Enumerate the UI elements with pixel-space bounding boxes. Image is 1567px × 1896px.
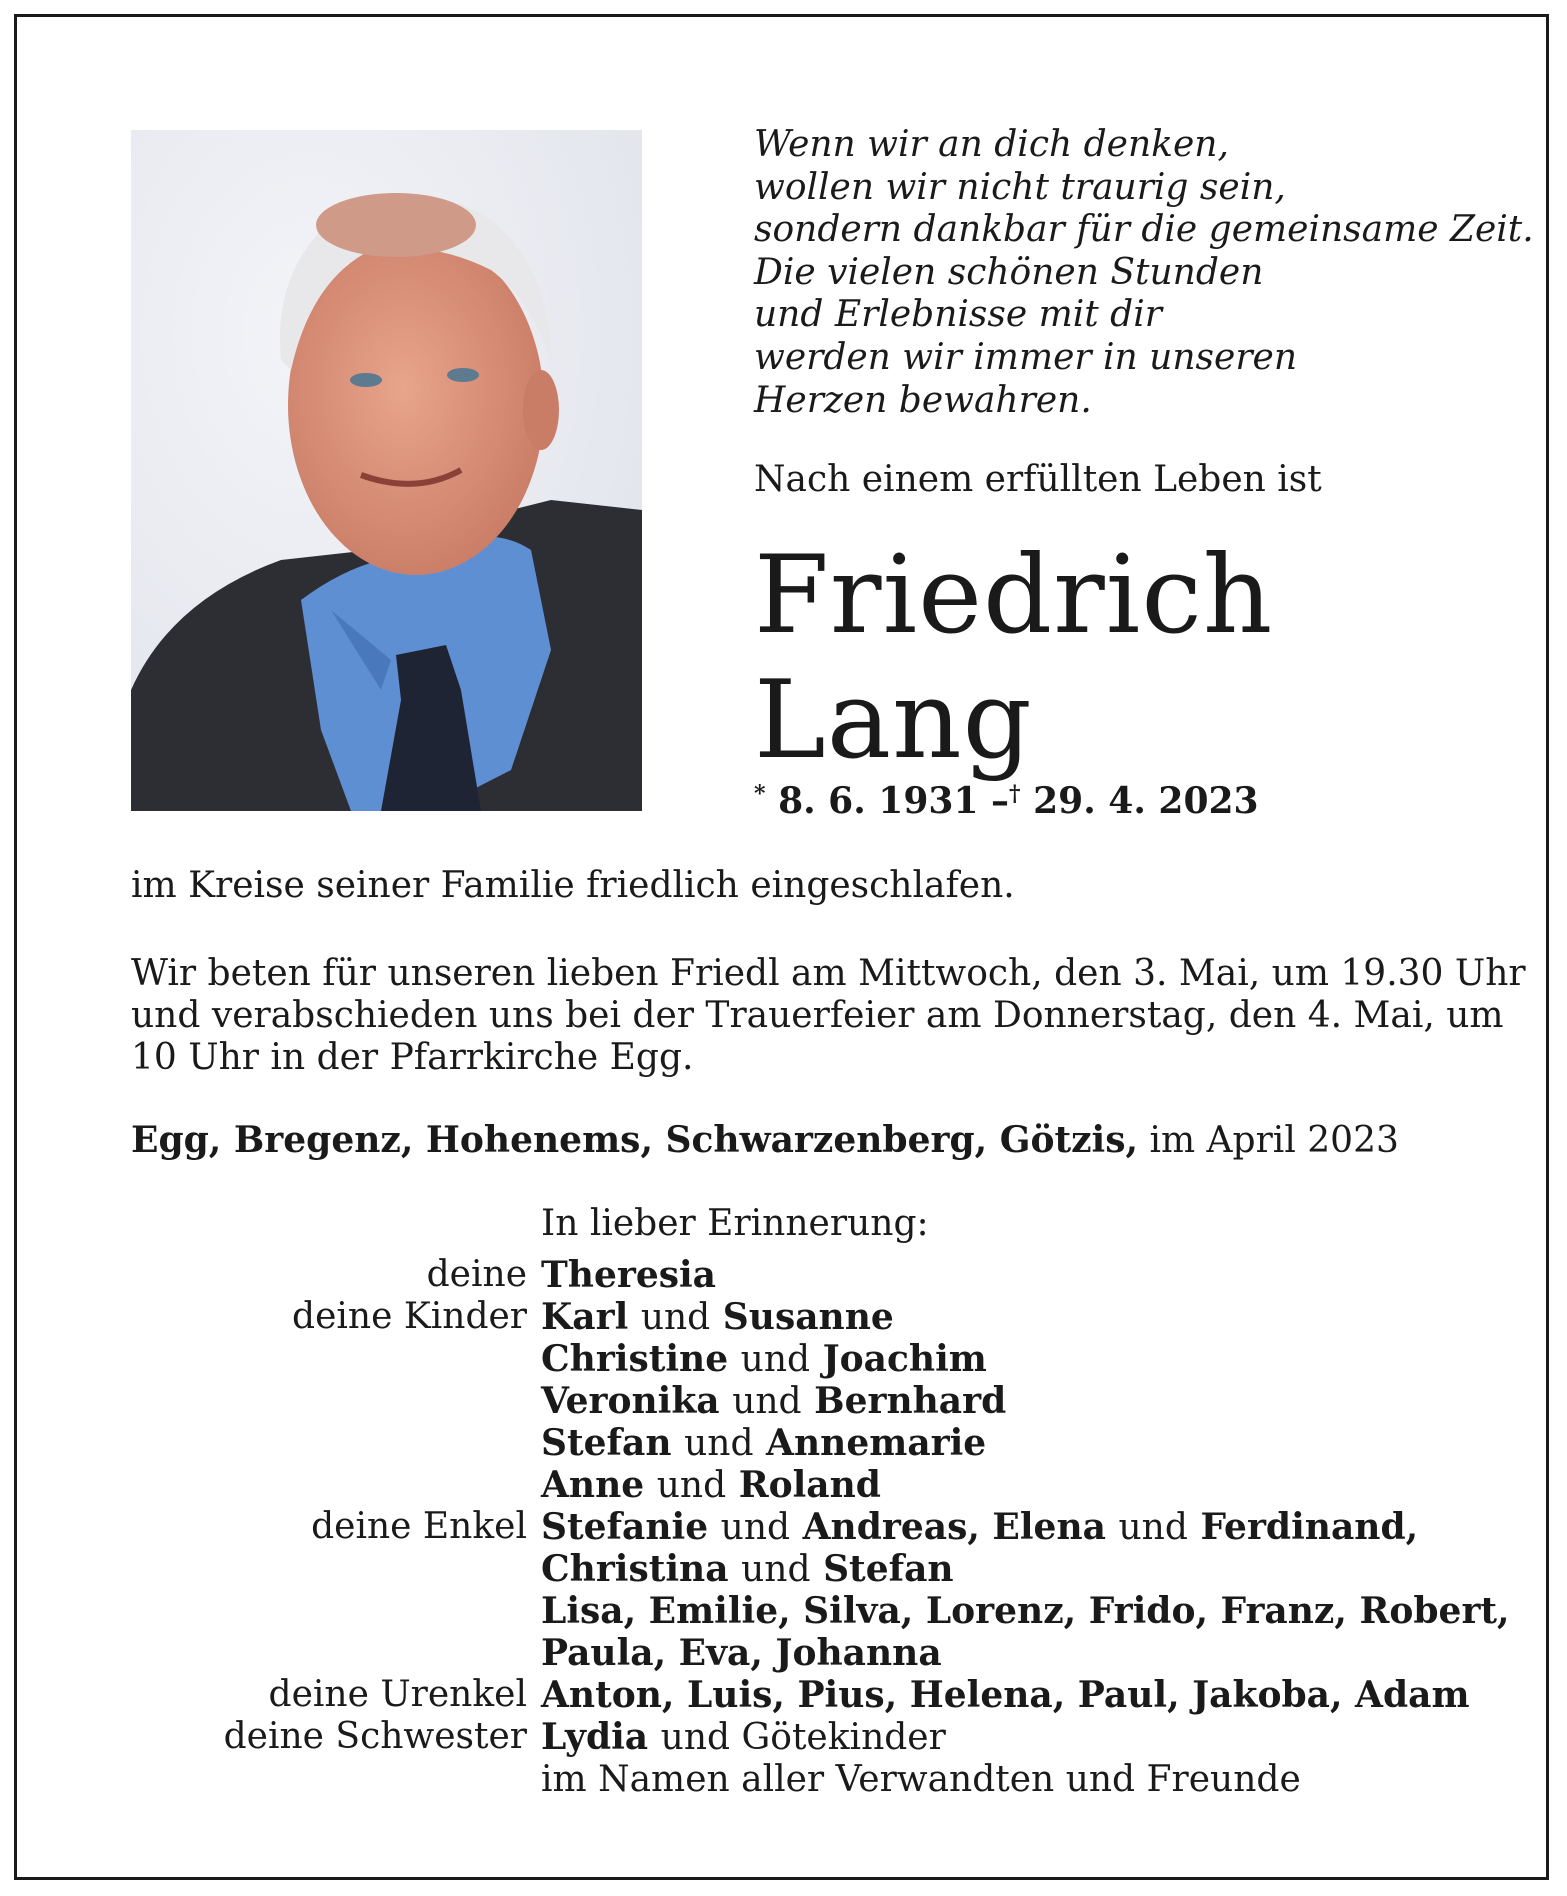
family-name: Ferdinand, — [1200, 1506, 1419, 1548]
family-connector: und — [741, 1549, 811, 1590]
passing-text: im Kreise seiner Familie friedlich eingeschlafen. — [131, 865, 1015, 906]
family-row — [0, 1254, 1567, 1296]
family-connector: und — [684, 1423, 754, 1464]
family-names — [541, 1506, 1418, 1548]
family-name: Lydia — [541, 1716, 649, 1758]
places: Egg, Bregenz, Hohenems, Schwarzenberg, Götzis, — [131, 1119, 1138, 1161]
family-relation: deine Kinder — [292, 1296, 527, 1337]
poem-line: Wenn wir an dich denken, — [754, 124, 1229, 165]
family-name: Christine — [541, 1338, 729, 1380]
family-relation — [0, 1422, 527, 1464]
place-date-line — [131, 1119, 1399, 1162]
family-connector: und — [1118, 1507, 1188, 1548]
family-row — [0, 1548, 1567, 1590]
poem-line: Herzen bewahren. — [754, 379, 1092, 421]
family-name: Andreas, Elena — [802, 1506, 1106, 1548]
family-connector: im Namen aller Verwandten und Freunde — [541, 1759, 1301, 1800]
last-name: Lang — [754, 658, 1033, 783]
family-names — [541, 1716, 946, 1758]
family-connector: und Götekinder — [660, 1717, 946, 1758]
family-name: Veronika — [541, 1380, 720, 1422]
family-relation — [0, 1380, 527, 1422]
family-names — [541, 1464, 881, 1506]
closing-intro: In lieber Erinnerung: — [541, 1203, 929, 1244]
intro-text: Nach einem erfüllten Leben ist — [754, 459, 1322, 500]
portrait-photo — [131, 130, 642, 811]
life-dates — [754, 780, 1259, 822]
family-relation — [0, 1464, 527, 1506]
ceremony-line: 10 Uhr in der Pfarrkirche Egg. — [131, 1037, 694, 1078]
family-name: Roland — [738, 1464, 881, 1506]
family-relation — [0, 1548, 527, 1590]
family-row — [0, 1758, 1567, 1800]
family-relation — [0, 1632, 527, 1674]
family-relation: deine Enkel — [311, 1506, 527, 1547]
date-separator: – — [991, 780, 1010, 822]
family-name: Paula, Eva, Johanna — [541, 1632, 942, 1674]
family-row — [0, 1338, 1567, 1380]
birth-date: 8. 6. 1931 — [778, 780, 979, 822]
ceremony-text — [131, 953, 1526, 1079]
family-names — [541, 1338, 987, 1380]
family-names — [541, 1674, 1470, 1716]
family-row — [0, 1632, 1567, 1674]
first-name: Friedrich — [754, 533, 1274, 658]
family-row — [0, 1296, 1567, 1338]
family-row — [0, 1590, 1567, 1632]
family-names — [541, 1380, 1006, 1422]
family-names — [541, 1590, 1510, 1632]
ceremony-line: Wir beten für unseren lieben Friedl am Mittwoch, den 3. Mai, um 19.30 Uhr — [131, 953, 1526, 994]
death-symbol: † — [1009, 781, 1021, 807]
ceremony-line: und verabschieden uns bei der Trauerfeier am Donnerstag, den 4. Mai, um — [131, 995, 1504, 1036]
death-date: 29. 4. 2023 — [1033, 780, 1259, 822]
family-name: Christina — [541, 1548, 729, 1590]
family-names — [541, 1254, 716, 1296]
family-name: Stefanie — [541, 1506, 709, 1548]
family-relation: deine — [426, 1254, 527, 1295]
family-names — [541, 1758, 1301, 1800]
family-connector: und — [640, 1297, 711, 1338]
family-relation — [0, 1338, 527, 1380]
place-date: im April 2023 — [1149, 1120, 1399, 1161]
family-name: Karl — [541, 1296, 629, 1338]
family-row — [0, 1716, 1567, 1758]
poem-line: wollen wir nicht traurig sein, — [754, 166, 1286, 208]
poem-line: und Erlebnisse mit dir — [754, 294, 1162, 336]
poem — [754, 124, 1534, 422]
family-row — [0, 1464, 1567, 1506]
family-name: Lisa, Emilie, Silva, Lorenz, Frido, Franz, Robert, — [541, 1590, 1510, 1632]
deceased-name — [754, 533, 1273, 783]
family-names — [541, 1422, 986, 1464]
family-name: Stefan — [541, 1422, 672, 1464]
family-name: Anne — [541, 1464, 645, 1506]
family-name: Anton, Luis, Pius, Helena, Paul, Jakoba, Adam — [541, 1674, 1470, 1716]
family-connector: und — [740, 1339, 811, 1380]
family-relation — [0, 1590, 527, 1632]
poem-line: werden wir immer in unseren — [754, 336, 1298, 378]
family-row — [0, 1674, 1567, 1716]
poem-line: Die vielen schönen Stunden — [754, 251, 1264, 293]
family-connector: und — [720, 1507, 791, 1548]
family-names — [541, 1632, 942, 1674]
family-relation — [0, 1758, 527, 1800]
family-relation: deine Schwester — [223, 1716, 527, 1757]
birth-symbol: * — [754, 781, 766, 807]
family-name: Bernhard — [814, 1380, 1007, 1422]
family-name: Susanne — [722, 1296, 894, 1338]
family-name: Theresia — [541, 1254, 717, 1296]
family-relation: deine Urenkel — [268, 1674, 527, 1715]
family-name: Stefan — [823, 1548, 954, 1590]
family-row — [0, 1422, 1567, 1464]
family-name: Annemarie — [766, 1422, 987, 1464]
family-list — [0, 1254, 1567, 1800]
family-connector: und — [732, 1381, 802, 1422]
poem-line: sondern dankbar für die gemeinsame Zeit. — [754, 209, 1534, 251]
family-name: Joachim — [822, 1338, 987, 1380]
family-names — [541, 1548, 954, 1590]
family-connector: und — [656, 1465, 727, 1506]
family-row — [0, 1380, 1567, 1422]
family-row — [0, 1506, 1567, 1548]
family-names — [541, 1296, 894, 1338]
